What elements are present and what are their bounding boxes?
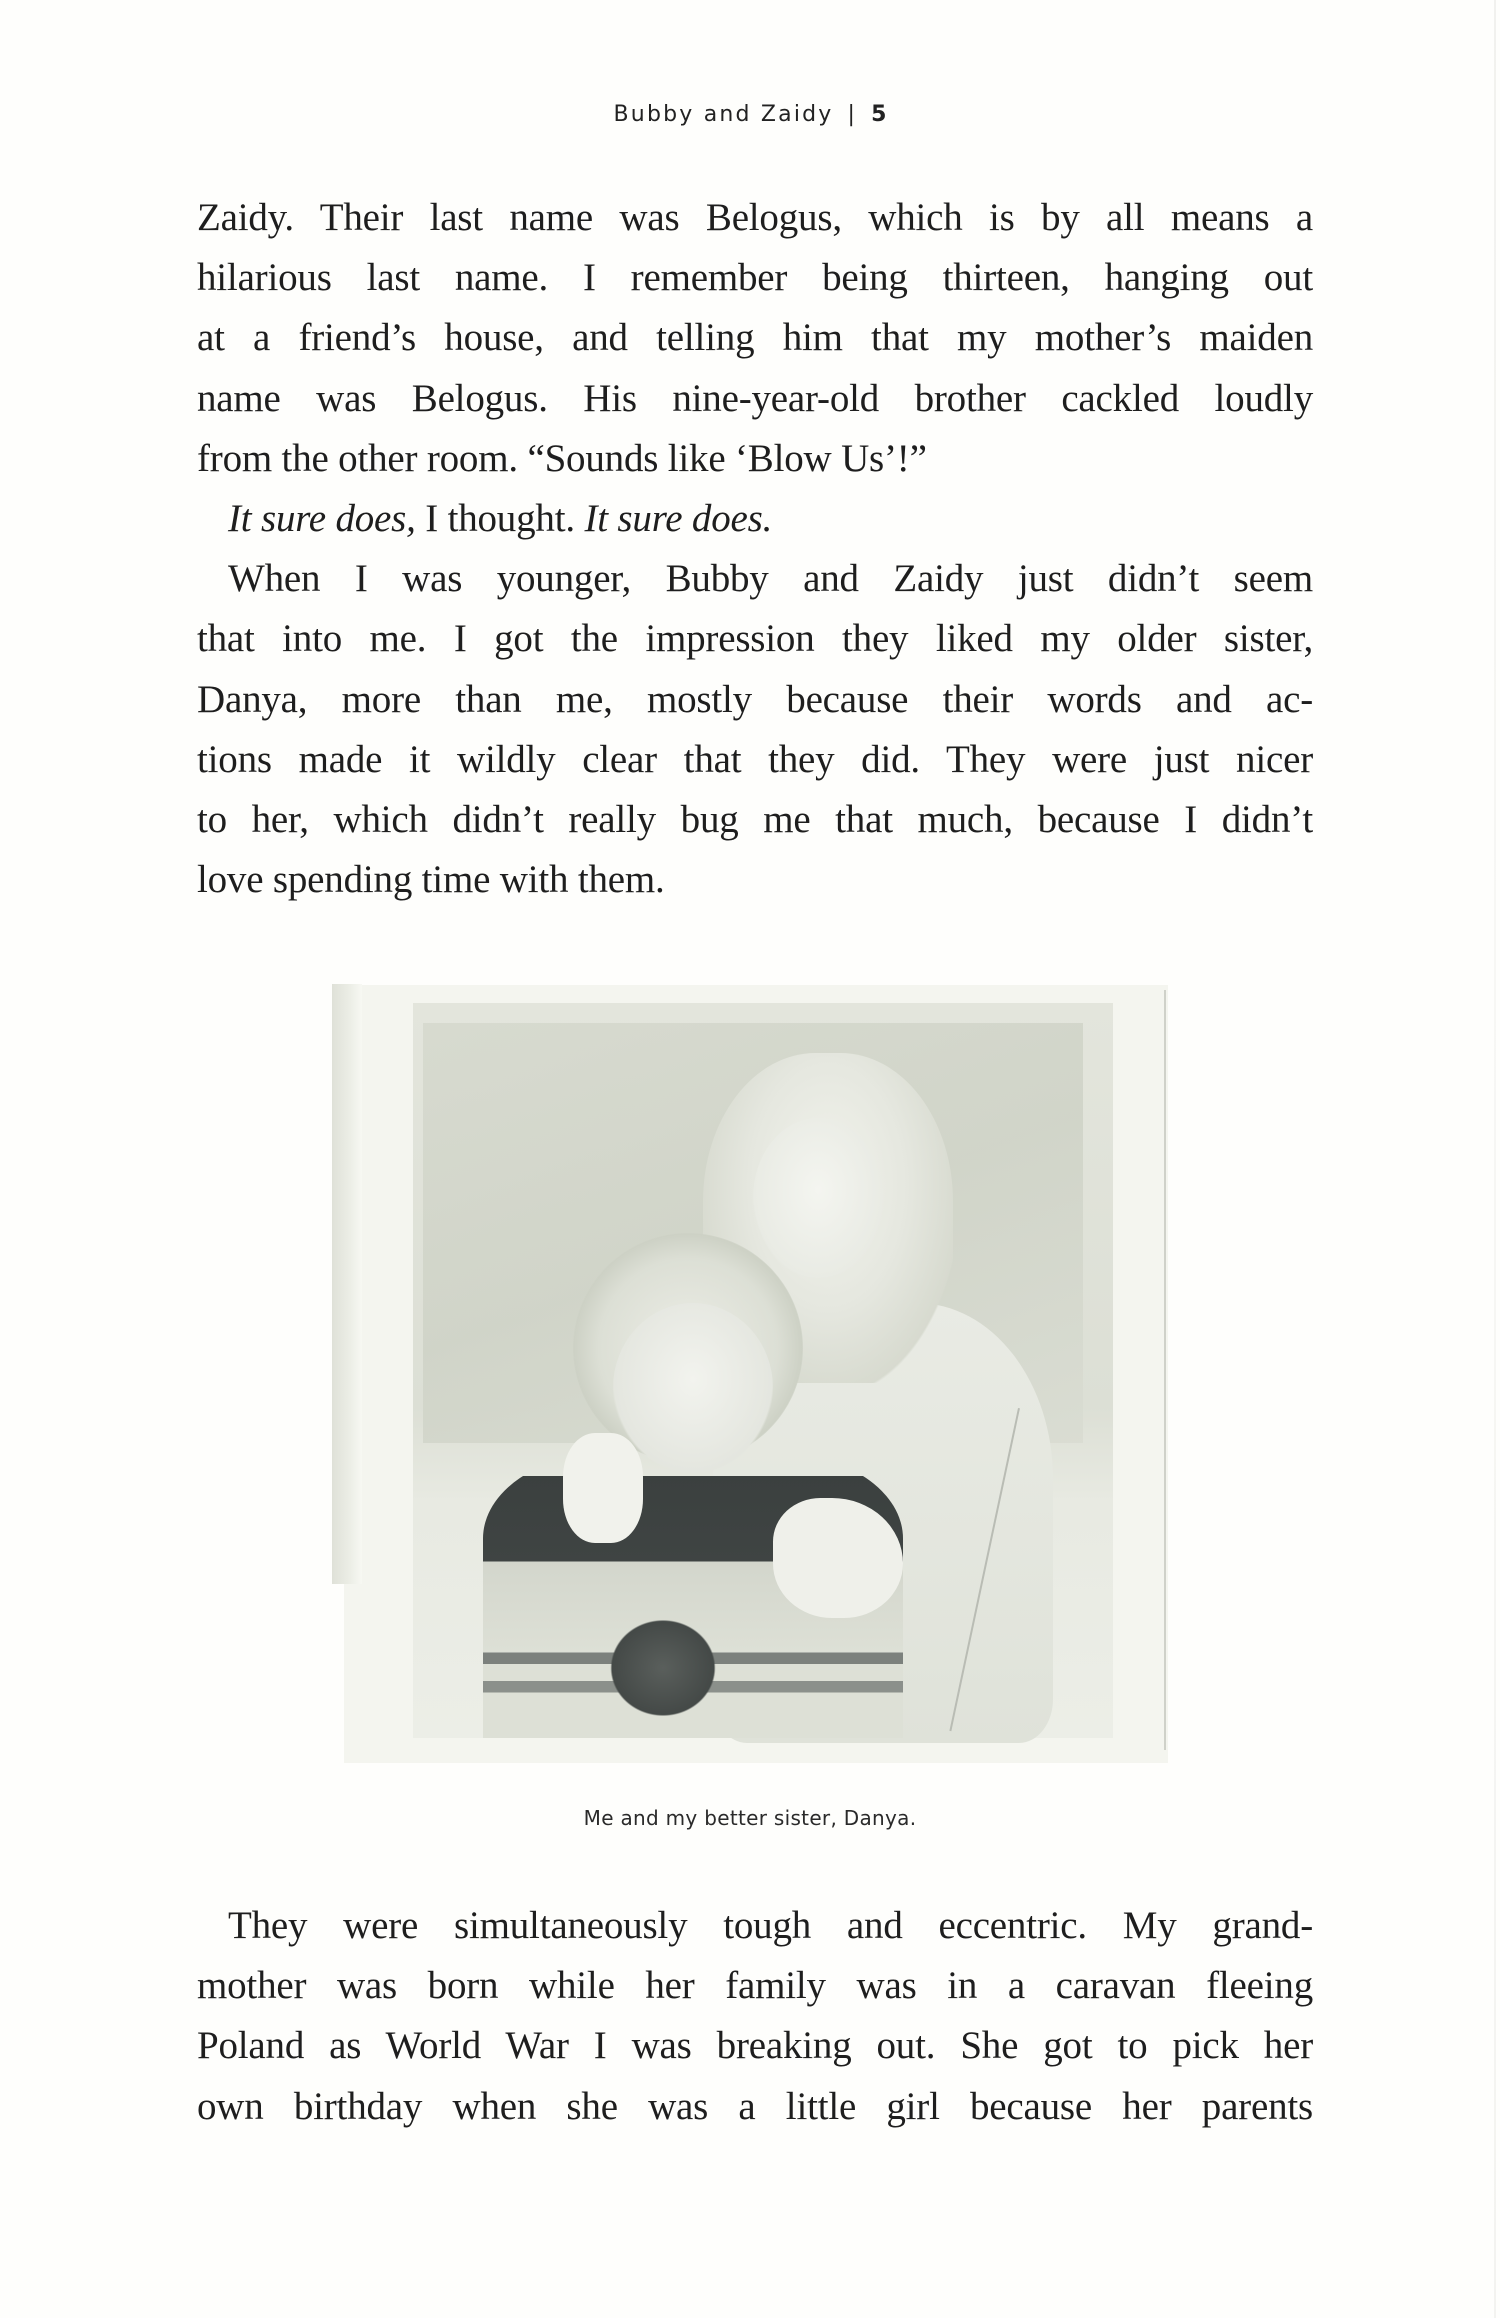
text-line: tions made it wildly clear that they did. They were just nicer [197, 737, 1313, 781]
photo-figure [318, 968, 1180, 1768]
page-number: 5 [871, 102, 887, 127]
text-line: hilarious last name. I remember being thirteen, hanging out [197, 256, 1313, 300]
text-line: Poland as World War I was breaking out. She got to pick her [197, 2024, 1313, 2068]
text-line: Zaidy. Their last name was Belogus, which is by all means a [197, 196, 1313, 239]
photo-border [1164, 990, 1166, 1750]
text-line: love spending time with them. [197, 858, 665, 902]
text-line: Danya, more than me, mostly because their words and ac- [197, 677, 1313, 721]
body-text-top [197, 188, 1313, 910]
text-line: When I was younger, Bubby and Zaidy just didn’t seem [228, 557, 1313, 601]
page-edge [1494, 0, 1496, 2318]
text-line: that into me. I got the impression they liked my older sister, [197, 617, 1313, 661]
photo-hand-shoulder [563, 1433, 643, 1543]
photo-girl-face [753, 1118, 883, 1278]
text-line: They were simultaneously tough and eccentric. My grand- [228, 1904, 1313, 1947]
chapter-title: Bubby and Zaidy [613, 102, 834, 127]
text-line: at a friend’s house, and telling him that my mother’s maiden [197, 316, 1313, 360]
paragraph [197, 549, 1313, 910]
paragraph [197, 1896, 1313, 2137]
plain-text: I thought. [415, 497, 585, 541]
photo-frame-edge [332, 984, 362, 1584]
running-head [0, 102, 1500, 127]
photo-boy-face [613, 1303, 773, 1473]
italic-text: It sure does. [584, 497, 773, 541]
body-text-bottom [197, 1896, 1313, 2137]
paragraph [197, 188, 1313, 489]
header-separator: | [847, 102, 858, 127]
paragraph-italic-thought [197, 489, 1313, 549]
text-line: mother was born while her family was in a caravan fleeing [197, 1964, 1313, 2008]
italic-text: It sure does, [228, 497, 416, 541]
text-line: own birthday when she was a little girl because her parents [197, 2084, 1313, 2128]
photo-image [413, 1003, 1113, 1738]
text-line: from the other room. “Sounds like ‘Blow Us’!” [197, 436, 927, 480]
photo-sweater-logo [603, 1613, 723, 1723]
text-line: name was Belogus. His nine-year-old brother cackled loudly [197, 376, 1313, 420]
text-line: to her, which didn’t really bug me that much, because I didn’t [197, 798, 1313, 842]
photo-caption: Me and my better sister, Danya. [583, 1806, 917, 1830]
